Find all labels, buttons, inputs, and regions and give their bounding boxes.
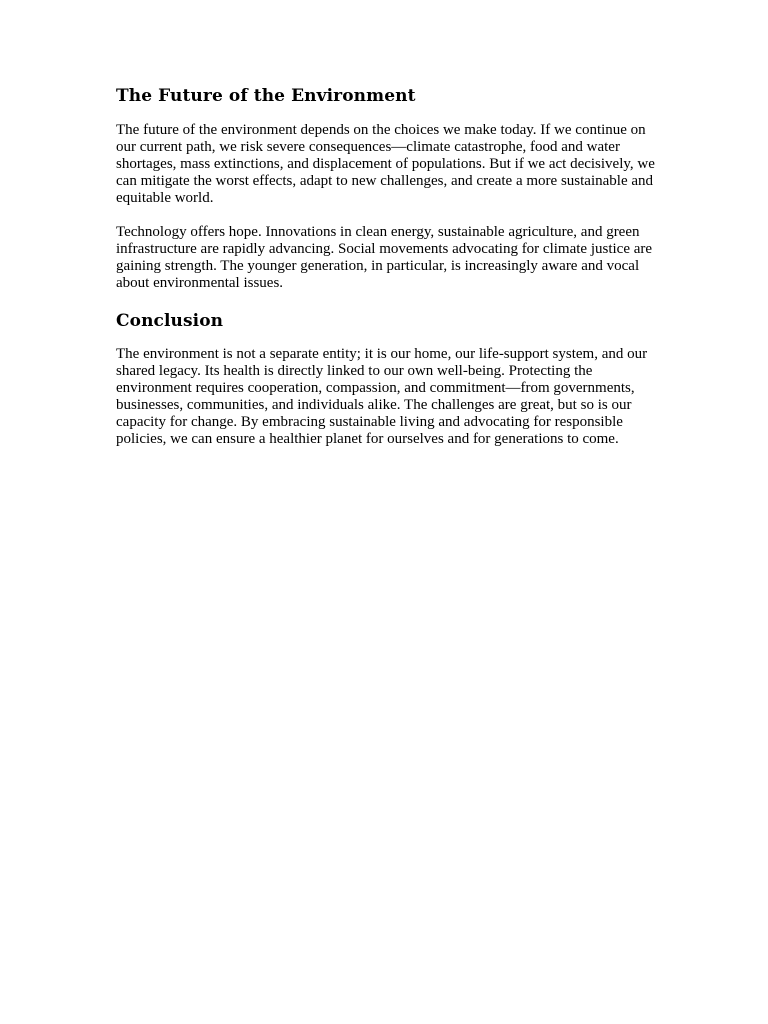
paragraph-future-choices: The future of the environment depends on the choices we make today. If we continue on our current path, we risk severe consequences—climate catastrophe, food and water shortages, mass extinctions, and displacement of populations. But if we act decisively, we can mitigate the worst effects, adapt to new challenges, and create a more sustainable and equitable world. [116,122,655,206]
paragraph-technology-hope: Technology offers hope. Innovations in clean energy, sustainable agriculture, and green infrastructure are rapidly advancing. Social movements advocating for climate justice are gaining strength. The younger generation, in particular, is increasingly aware and vocal about environmental issues. [116,224,653,291]
paragraph-conclusion: The environment is not a separate entity; it is our home, our life-support system, and our shared legacy. Its health is directly linked to our own well-being. Protecting the environment requires cooperation, compassion, and commitment—from governments, businesses, communities, and individuals alike. The challenges are great, but so is our capacity for change. By embracing sustainable living and advocating for responsible policies, we can ensure a healthier planet for ourselves and for generations to come. [116,346,648,447]
section-heading-future: The Future of the Environment [116,86,416,106]
document-page [116,84,658,465]
section-heading-conclusion: Conclusion [116,311,224,331]
